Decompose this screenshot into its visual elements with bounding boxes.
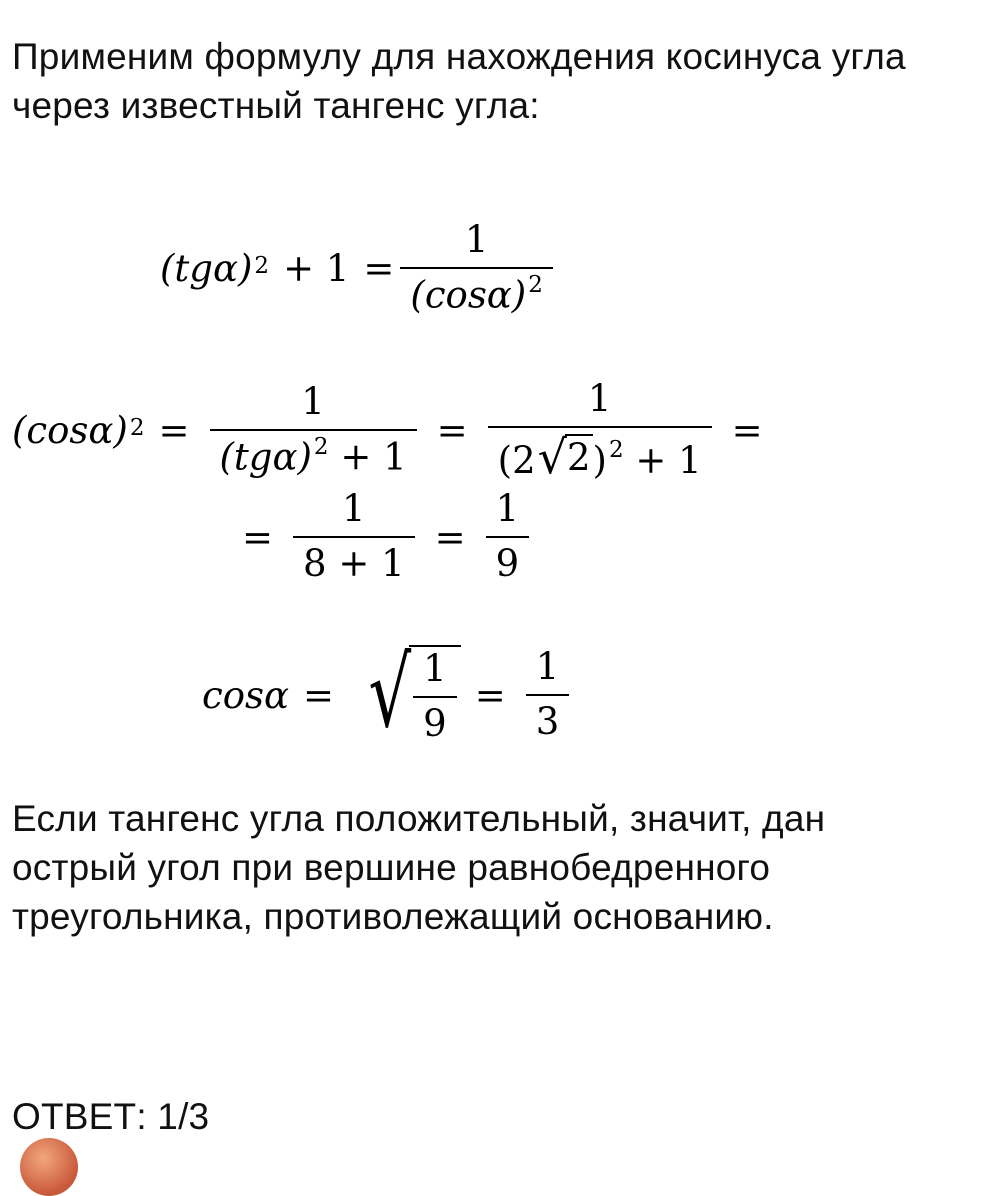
cos-exponent: 2 [129, 415, 145, 441]
explanation-line-1: Если тангенс угла положительный, значит, дан [12, 798, 826, 839]
fraction-denominator: 3 [526, 694, 570, 743]
fraction-denominator: (2 √ 2 )$^2$ + 1 [488, 426, 712, 482]
fraction-denominator: 9 [413, 696, 457, 745]
formula-simplification [228, 487, 535, 587]
fraction-one-over-eight-plus-one [293, 489, 415, 584]
equals-sign: = [434, 515, 466, 559]
equals-sign: = [302, 673, 334, 717]
square-root-sign: √ $\frac{1}{9}$ [350, 645, 461, 744]
cos-term: cosα [202, 673, 289, 717]
intro-line-1: Применим формулу для нахождения косинуса угла [12, 36, 906, 77]
fraction-numerator: 1 [464, 218, 489, 262]
fraction-denominator: 9 [486, 536, 530, 585]
square-root-sign: √ 2 [537, 429, 591, 484]
avatar[interactable] [20, 1138, 78, 1196]
explanation-line-2: острый угол при вершине равнобедренного [12, 847, 771, 888]
fraction-one-third [526, 647, 570, 742]
intro-line-2: через известный тангенс угла: [12, 85, 540, 126]
fraction-numerator: 1 [301, 380, 325, 424]
explanation-text [12, 794, 825, 941]
formula-cos-squared [12, 376, 777, 484]
equals-sign: = [363, 246, 395, 290]
fraction-numerator: 1 [495, 487, 520, 531]
explanation-line-3: треугольника, противолежащий основанию. [12, 896, 774, 937]
cos-term: (cosα) [12, 408, 128, 452]
fraction-numerator: 1 [535, 645, 560, 689]
fraction-one-over-cos-squared [400, 220, 552, 316]
trailing-equals-sign: = [731, 408, 763, 452]
fraction-one-ninth [486, 489, 530, 584]
equals-sign: = [242, 515, 274, 559]
equals-sign: = [474, 673, 506, 717]
fraction-numerator: 1 [423, 647, 447, 691]
equals-sign: = [436, 408, 468, 452]
tg-exponent: 2 [254, 253, 270, 279]
fraction-one-over-two-root-two-squared-plus-one [488, 376, 712, 484]
tg-term: (tgα) [160, 246, 253, 290]
intro-text [12, 32, 906, 130]
equals-sign: = [158, 408, 190, 452]
plus-one: + 1 [283, 246, 350, 290]
answer-text: ОТВЕТ: 1/3 [12, 1096, 210, 1137]
fraction-one-ninth-under-root [413, 649, 457, 744]
fraction-one-over-tg-squared-plus-one [210, 382, 417, 478]
formula-cos-result [202, 637, 575, 750]
fraction-denominator: $(tg\alpha)^2 + 1$ [210, 429, 417, 478]
fraction-numerator: 1 [342, 487, 366, 531]
formula-tangent-identity [160, 218, 559, 318]
fraction-numerator: 1 [587, 376, 612, 420]
fraction-denominator: 8 + 1 [293, 536, 415, 585]
fraction-denominator: $(\cos\alpha)^2$ [400, 267, 552, 316]
